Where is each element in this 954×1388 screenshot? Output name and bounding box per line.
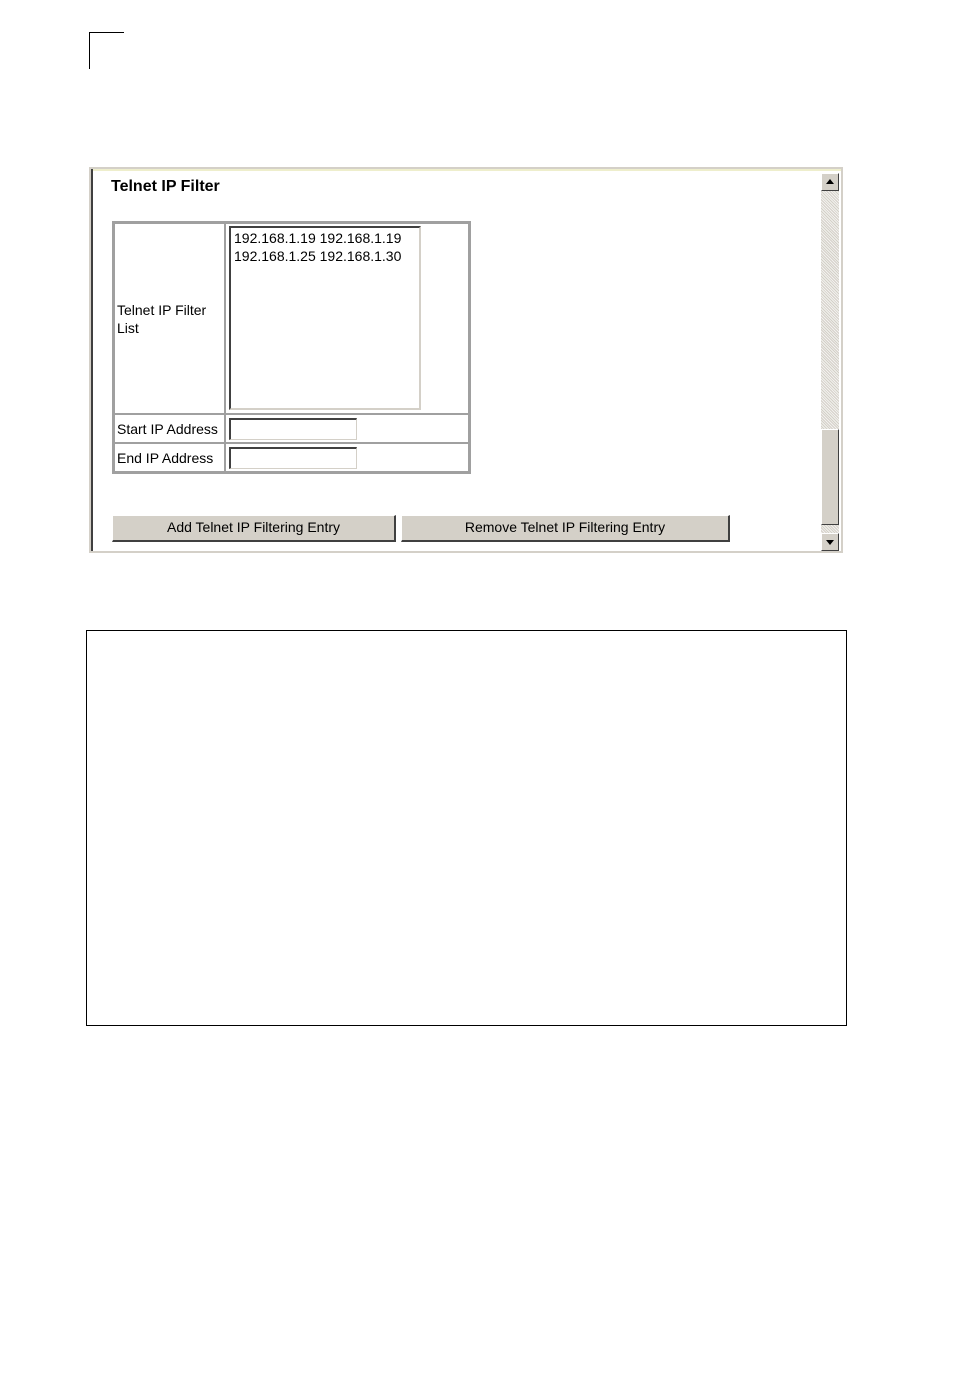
filter-list-box[interactable] bbox=[229, 226, 421, 410]
list-item[interactable]: 192.168.1.25 192.168.1.30 bbox=[234, 248, 402, 264]
end-ip-label: End IP Address bbox=[114, 443, 225, 472]
filter-list-label: Telnet IP Filter List bbox=[114, 223, 225, 414]
add-filter-entry-button[interactable]: Add Telnet IP Filtering Entry bbox=[112, 515, 396, 542]
list-item[interactable]: 192.168.1.19 192.168.1.19 bbox=[234, 230, 402, 246]
start-ip-input[interactable] bbox=[229, 418, 357, 440]
telnet-filter-table bbox=[112, 221, 471, 474]
arrow-up-icon bbox=[826, 179, 834, 184]
arrow-down-icon bbox=[826, 540, 834, 545]
remove-filter-entry-button[interactable]: Remove Telnet IP Filtering Entry bbox=[401, 515, 730, 542]
empty-bordered-box bbox=[86, 630, 847, 1026]
scroll-down-button[interactable] bbox=[821, 533, 839, 551]
vertical-scrollbar[interactable] bbox=[821, 173, 839, 551]
end-ip-input[interactable] bbox=[229, 447, 357, 469]
start-ip-label: Start IP Address bbox=[114, 414, 225, 443]
scroll-up-button[interactable] bbox=[821, 173, 839, 191]
page-title: Telnet IP Filter bbox=[111, 178, 220, 195]
browser-frame bbox=[89, 167, 843, 553]
scrollbar-thumb[interactable] bbox=[821, 429, 839, 525]
page-corner-mark bbox=[89, 32, 124, 69]
